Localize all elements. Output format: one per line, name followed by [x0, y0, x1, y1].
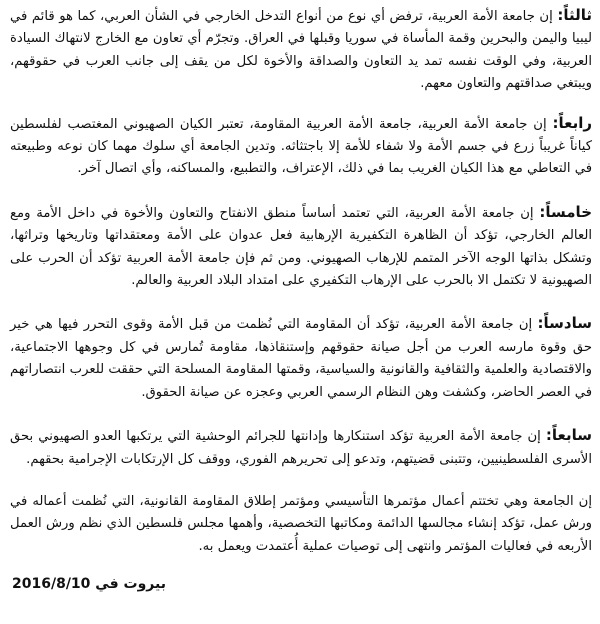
paragraph-text: إن جامعة الأمة العربية، ترفض أي نوع من أنواع التدخل الخارجي في الشأن العربي، كما هو قائم في ليبيا واليمن والبحرين وقمة المأساة في سوريا وقبلها في العراق. وتجرّم أي تعاون مع الخارج لانتهاك السيادة العربية، وفي الوقت نفسه تمد يد التعاون والصداقة والأخوة لكل من يقف إلى جانب العرب في حقوقهم، ويبتغي صداقتهم والتعاون معهم. — [10, 9, 592, 92]
paragraph-text: إن جامعة الأمة العربية تؤكد استنكارها وإدانتها للجرائم الوحشية التي يرتكبها العدو الصهيوني بحق الأسرى الفلسطينيين، وتتبنى قضيتهم، وتدعو إلى تحريرهم الفوري، ووقف كل الإرتكابات الإجرامية بحقهم. — [10, 429, 592, 467]
paragraph-heading: سادساً: — [537, 314, 592, 333]
paragraph-closing — [10, 491, 592, 558]
paragraph-text: إن جامعة الأمة العربية، تؤكد أن المقاومة التي نُظمت من قبل الأمة وقوى التحرر فيها هي خير حق وقوة مارسه العرب من أجل صيانة حقوقهم وإستنقاذها، مقاومة تُمارس في كل وجوهها الاجتماعية، والاقتصادية والعلمية والثقافية والقانونية والسياسية، وقمتها المقاومة المسلحة التي حققت للعرب انتصاراتهم في العصر الحاضر، وكشفت وهن النظام الرسمي العربي وعجزه عن صيانة الحقوق. — [10, 317, 592, 400]
paragraph-sadisan — [10, 312, 592, 404]
paragraph-text: إن جامعة الأمة العربية، جامعة الأمة العربية المقاومة، تعتبر الكيان الصهيوني المغتصب لفلسطين كياناً غريباً زرع في جسم الأمة ولا شفاء للأمة إلا باجتثاثه. وتدين الجامعة أي سلوك مهما كان نوعه وطبيعته في التعاطي مع هذا الكيان الغريب بما في ذلك، الإعتراف، والتطبيع، والمساكنه، وأي اتصال آخر. — [10, 116, 592, 177]
signature-date: 2016/8/10 — [12, 576, 91, 593]
paragraph-text: إن جامعة الأمة العربية، التي تعتمد أساساً منطق الانفتاح والتعاون والأخوة في داخل الأمة ومع العالم الخارجي، تؤكد أن الظاهرة التكفيرية الإرهابية فعل عدوان على الأمة ومعتقداتها وتاريخها وتراثها، وتشكل بذاتها الوجه الآخر المتمم للإرهاب الصهيوني. ومن ثم فإن جامعة الأمة العربية تؤكد أن الحرب على الصهيونية لا تكتمل الا بالحرب على الإرهاب التكفيري على امتداد البلاد العربية والعالم. — [10, 205, 592, 289]
paragraph-heading: ثالثاً: — [557, 6, 592, 24]
paragraph-sabian — [10, 424, 592, 471]
paragraph-rabian — [10, 112, 592, 181]
paragraph-khamisan — [10, 201, 592, 293]
paragraph-heading: رابعاً: — [552, 113, 592, 132]
signature-place: بيروت في — [95, 576, 166, 593]
paragraph-text: إن الجامعة وهي تختتم أعمال مؤتمرها التأسيسي ومؤتمر إطلاق المقاومة القانونية، التي نُظمت أعماله في ورش عمل، تؤكد إنشاء مجالسها الدائمة ومكاتبها التخصصية، وأهمها مجلس فلسطين الذي نظم ورش العمل الأربعه في فعاليات المؤتمر وانتهى إلى توصيات عملية أُعتمدت ويعمل به. — [10, 493, 592, 554]
paragraph-heading: سابعاً: — [545, 426, 592, 445]
signature-date-line — [10, 576, 592, 592]
paragraph-heading: خامساً: — [539, 202, 592, 221]
paragraph-thalithan — [10, 4, 592, 96]
